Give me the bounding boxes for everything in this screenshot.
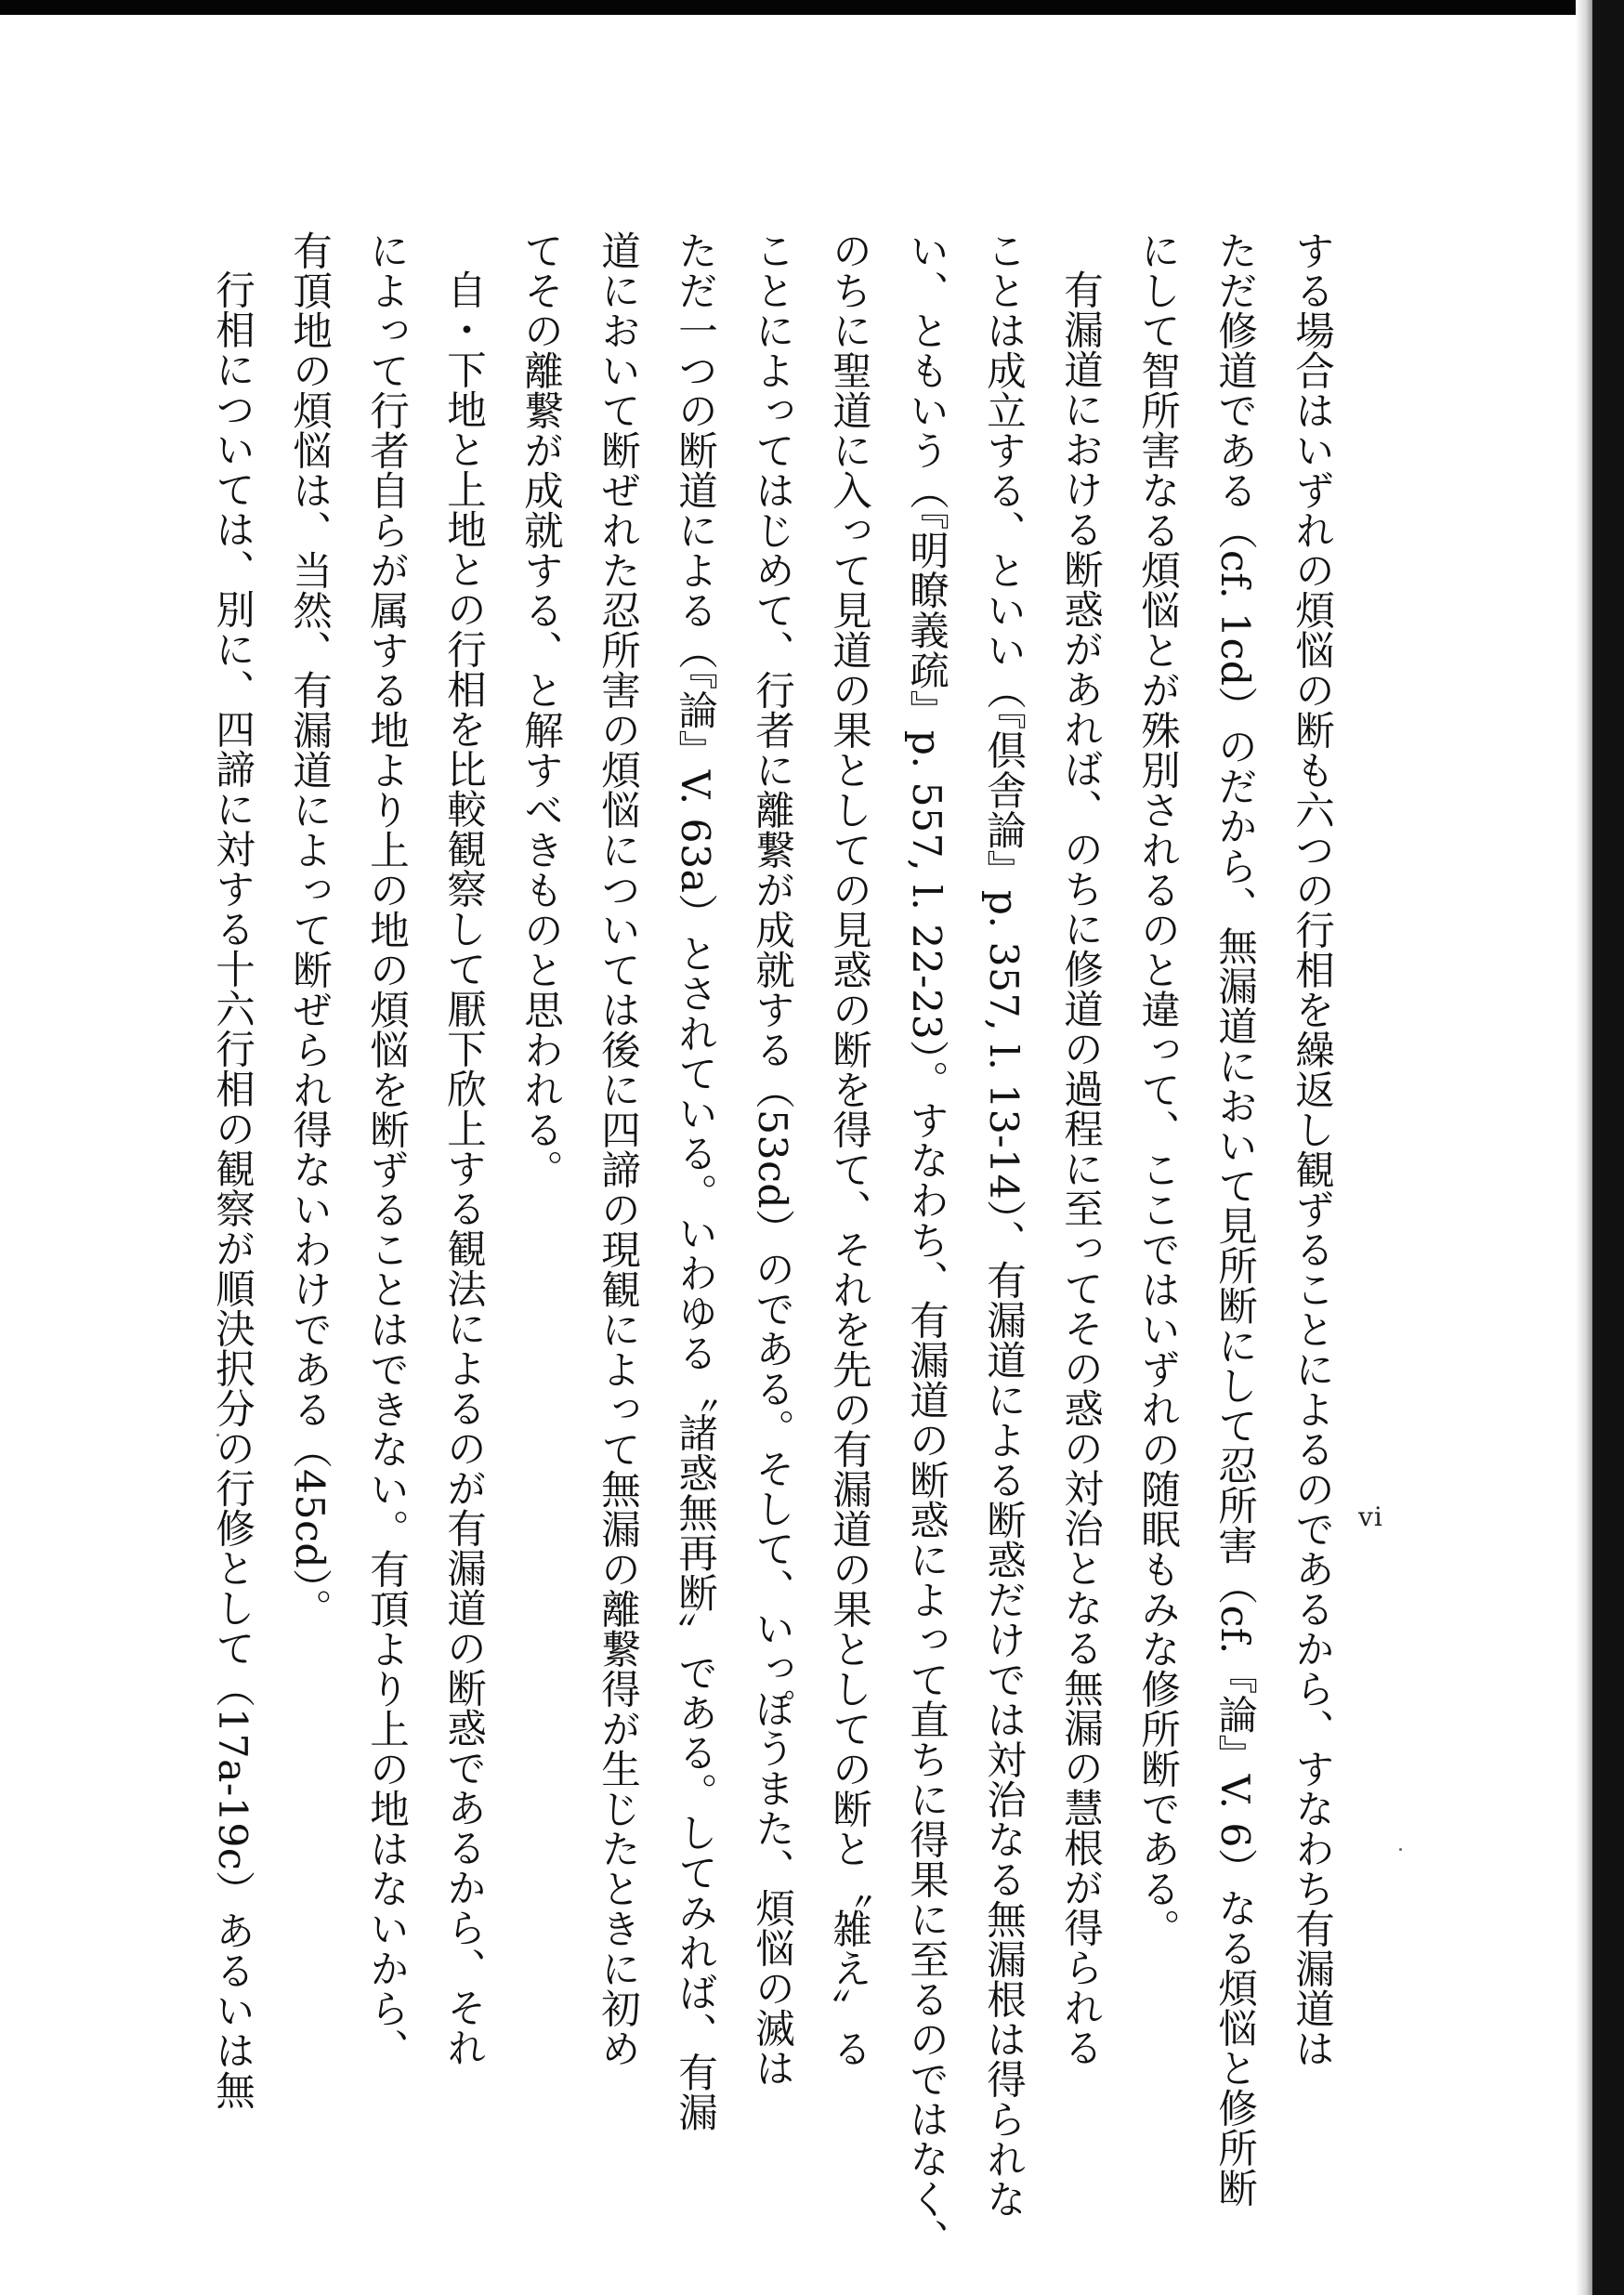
text-line: 有頂地の煩悩は、当然、有漏道によって断ぜられ得ないわけである（45cd）。 xyxy=(286,230,332,1629)
scan-top-border xyxy=(0,0,1624,15)
scan-right-border xyxy=(1592,0,1624,2295)
text-line: い、ともいう（『明瞭義疏』p. 557, l. 22-23）。すなわち、有漏道の断惑によって直ちに得果に至るのではなく、 xyxy=(903,230,949,2259)
text-line: 道において断ぜれた忍所害の煩悩については後に四諦の現観によって無漏の離繋得が生じたときに初め xyxy=(595,230,640,2068)
text-line: ことは成立する、といい（『倶舎論』p. 357, l. 13-14）、有漏道による断惑だけでは対治なる無漏根は得られな xyxy=(980,230,1026,2219)
text-line: ただ一つの断道による（『論』V. 63a）とされている。いわゆる〝諸惑無再断〟である。してみれば、有漏 xyxy=(672,230,717,2132)
text-line-paragraph-start: 自・下地と上地との行相を比較観察して厭下欣上する観法によるのが有漏道の断惑であるから、それ xyxy=(440,269,486,2067)
text-line: ただ修道である（cf. 1cd）のだから、無漏道において見所断にして忍所害（cf.『論』V. 6）なる煩悩と修所断 xyxy=(1211,230,1257,2208)
text-line: する場合はいずれの煩悩の断も六つの行相を繰返し観ずることによるのであるから、すなわち有漏道は xyxy=(1289,230,1334,2068)
text-line: ことによってはじめて、行者に離繋が成就する（53cd）のである。そして、いっぽうまた、煩悩の滅は xyxy=(749,230,794,2089)
page-number: vi xyxy=(1358,1502,1383,1532)
vertical-body-text xyxy=(193,230,1350,2259)
text-line-paragraph-start: 行相については、別に、四諦に対する十六行相の観察が順決択分の行修として（17a-19c）あるいは無 xyxy=(209,269,255,2111)
text-line: てその離繋が成就する、と解すべきものと思われる。 xyxy=(517,230,563,1189)
stray-mark xyxy=(1399,1848,1402,1851)
text-line-paragraph-start: 有漏道における断惑があれば、のちに修道の過程に至ってその惑の対治となる無漏の慧根が得られる xyxy=(1057,269,1103,2067)
text-line: のちに聖道に入って見道の果としての見惑の断を得て、それを先の有漏道の果としての断と〝雑え〟る xyxy=(826,230,871,2068)
text-line: にして智所害なる煩悩とが殊別されるのと違って、ここではいずれの随眠もみな修所断である。 xyxy=(1134,230,1180,1948)
scan-binding-shadow xyxy=(1576,0,1592,2295)
text-line: によって行者自らが属する地より上の地の煩悩を断ずることはできない。有頂より上の地はないから、 xyxy=(363,230,409,2068)
